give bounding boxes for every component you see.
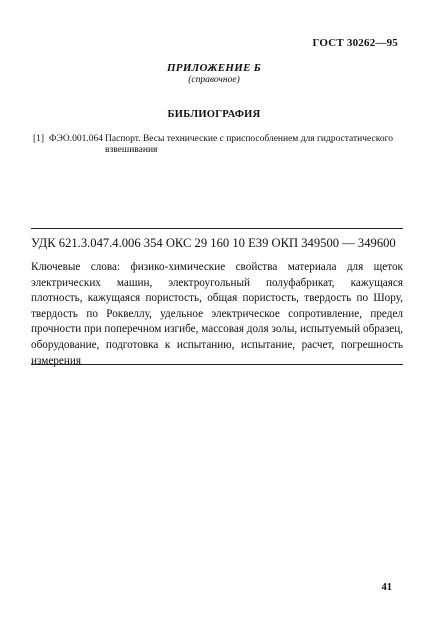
- standard-header: ГОСТ 30262—95: [312, 37, 398, 49]
- page-number: 41: [381, 582, 392, 593]
- keywords-paragraph: Ключевые слова: физико-химические свойства материала для щеток электрических машин, электроугольный полуфабрикат, кажущаяся плотность, кажущаяся пористость, общая пористость, твердость по Шору, твердость по Роквеллу, удельное электрическое сопротивление, предел прочности при поперечном изгибе, массовая доля золы, испытуемый образец, оборудование, подготовка к испытанию, испытание, расчет, погрешность измерения: [31, 261, 403, 367]
- divider-bottom: [31, 364, 403, 365]
- classification-line: УДК 621.3.047.4.006 354 ОКС 29 160 10 Е39 ОКП 349500 — 349600: [31, 236, 396, 250]
- bibliography-title: БИБЛИОГРАФИЯ: [167, 109, 261, 120]
- entry-number: [1]: [33, 134, 45, 144]
- appendix-subtitle: (справочное): [188, 75, 240, 85]
- bibliography-entry: [33, 134, 403, 155]
- entry-code: ФЭО.001.064: [49, 134, 104, 144]
- divider-top: [31, 228, 403, 229]
- appendix-title: ПРИЛОЖЕНИЕ Б: [166, 62, 262, 74]
- entry-text: Паспорт. Весы технические с приспособлением для гидростатического взвешивания: [105, 134, 393, 155]
